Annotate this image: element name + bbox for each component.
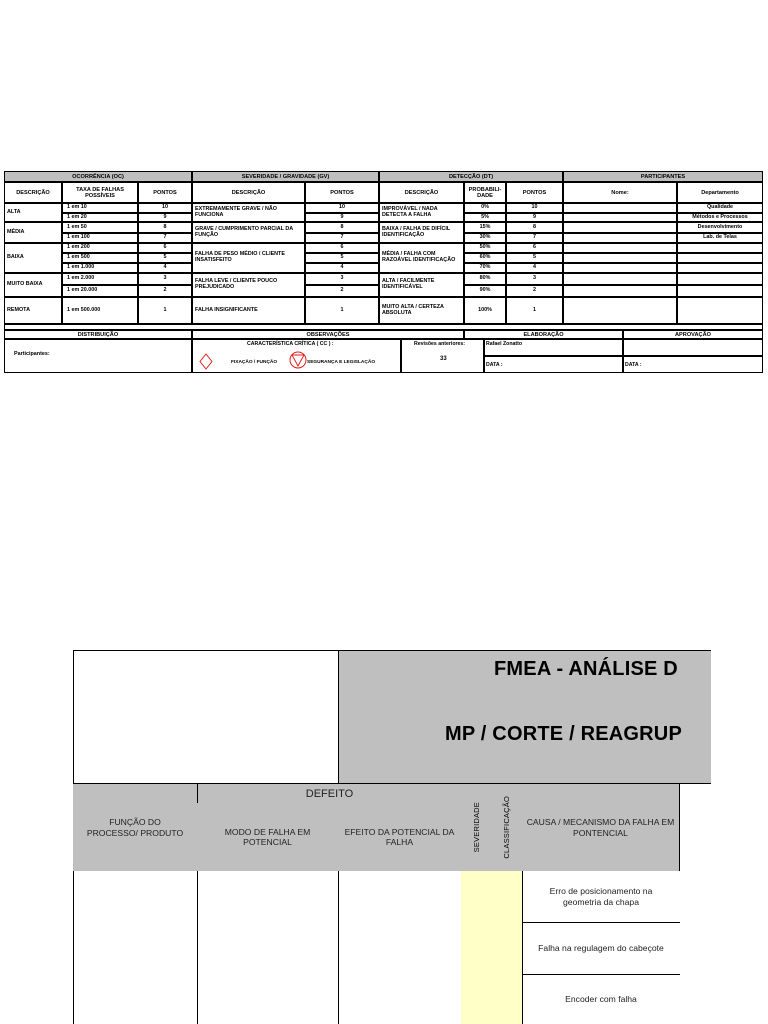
gv-points: 7 (305, 233, 379, 243)
participante-nome-cell (563, 213, 677, 222)
col-causa-header: CAUSA / MECANISMO DA FALHA EM PONTENCIAL (522, 784, 680, 871)
causa-row: Erro de posicionamento na geometria da chapa (522, 871, 680, 923)
participante-departamento: Métodos e Processos (677, 213, 763, 222)
participante-nome-cell (563, 233, 677, 243)
gv-desc: EXTREMAMENTE GRAVE / NÃO FUNCIONA (192, 203, 305, 222)
dt-prob: 50% (464, 243, 506, 253)
dt-prob: 30% (464, 233, 506, 243)
oc-group-baixa: BAIXA (4, 243, 62, 273)
observacoes-header: OBSERVAÇÕES (192, 330, 464, 339)
gv-points: 10 (305, 203, 379, 213)
seguranca-label: SEGURANÇA E LEGISLAÇÃO (307, 360, 376, 365)
elaborador-name: Rafael Zonatto (486, 341, 523, 347)
aprovacao-header: APROVAÇÃO (623, 330, 763, 339)
causa-row: Falha na regulagem do cabeçote (522, 922, 680, 975)
oc-header-pontos: PONTOS (138, 182, 192, 203)
dt-header-descricao: DESCRIÇÃO (379, 182, 464, 203)
dt-points: 8 (506, 222, 563, 233)
defeito-header: DEFEITO (197, 784, 462, 804)
col-severidade-header (461, 784, 492, 871)
efeito-cell (338, 871, 462, 1024)
dt-points: 10 (506, 203, 563, 213)
oc-points: 1 (138, 297, 192, 324)
dt-prob: 60% (464, 253, 506, 263)
oc-group-alta: ALTA (4, 203, 62, 222)
severidade-cell (461, 871, 492, 1024)
participante-departamento: Lab. de Telas (677, 233, 763, 243)
dt-prob: 15% (464, 222, 506, 233)
gv-points: 5 (305, 253, 379, 263)
aprovador-cell (623, 339, 763, 356)
cc-label: CARACTERÍSTICA CRÍTICA ( CC ) : (247, 341, 334, 347)
participantes-title: PARTICIPANTES (563, 171, 763, 182)
gv-points: 8 (305, 222, 379, 233)
dt-points: 7 (506, 233, 563, 243)
participante-nome-cell (563, 203, 677, 213)
dt-points: 3 (506, 273, 563, 285)
distribuicao-box (4, 339, 192, 373)
oc-group-media: MÉDIA (4, 222, 62, 243)
ocorrencia-title: OCORRÊNCIA (OC) (4, 171, 192, 182)
dt-points: 9 (506, 213, 563, 222)
dt-points: 4 (506, 263, 563, 273)
col-efeito-header: EFEITO DA POTENCIAL DA FALHA (338, 803, 462, 871)
fmea-subtitle: MP / CORTE / REAGRUP (445, 723, 682, 745)
fmea-logo-box (73, 650, 339, 784)
col-classificacao-header (491, 784, 523, 871)
dt-desc: BAIXA / FALHA DE DIFÍCIL IDENTIFICAÇÃO (379, 222, 464, 243)
participante-departamento-empty (677, 253, 763, 263)
dt-prob: 5% (464, 213, 506, 222)
participante-nome-cell (563, 285, 677, 297)
elaboracao-data-cell (484, 356, 623, 373)
dt-desc: ALTA / FACILMENTE IDENTIFICÁVEL (379, 273, 464, 297)
gv-points: 6 (305, 243, 379, 253)
oc-rate: 1 em 500.000 (62, 297, 138, 324)
modo-cell (197, 871, 339, 1024)
oc-group-muito-baixa: MUITO BAIXA (4, 273, 62, 297)
dt-prob: 0% (464, 203, 506, 213)
oc-header-taxa: TAXA DE FALHAS POSSÍVEIS (62, 182, 138, 203)
gv-desc: FALHA INSIGNIFICANTE (192, 297, 305, 324)
participante-departamento-empty (677, 297, 763, 324)
oc-rate: 1 em 1.000 (62, 263, 138, 273)
dt-header-pontos: PONTOS (506, 182, 563, 203)
gv-header-descricao: DESCRIÇÃO (192, 182, 305, 203)
dt-points: 2 (506, 285, 563, 297)
cc-box (192, 339, 401, 373)
dt-prob: 100% (464, 297, 506, 324)
elaborador-cell (484, 339, 623, 356)
dt-points: 6 (506, 243, 563, 253)
participante-departamento-empty (677, 243, 763, 253)
aprovacao-data-cell (623, 356, 763, 373)
severidade-title: SEVERIDADE / GRAVIDADE (GV) (192, 171, 379, 182)
dt-prob: 90% (464, 285, 506, 297)
diamond-icon (199, 353, 213, 370)
oc-header-descricao: DESCRIÇÃO (4, 182, 62, 203)
fmea-subtitle-box (338, 687, 711, 784)
dt-header-probabilidade: PROBABILI-DADE (464, 182, 506, 203)
oc-points: 3 (138, 273, 192, 285)
revisoes-value: 33 (440, 356, 447, 362)
participante-departamento: Desenvolvimento (677, 222, 763, 233)
oc-rate: 1 em 20.000 (62, 285, 138, 297)
revisoes-label: Revisões anteriores: (414, 341, 466, 347)
oc-rate: 1 em 100 (62, 233, 138, 243)
oc-points: 2 (138, 285, 192, 297)
participante-nome-cell (563, 297, 677, 324)
participante-departamento-empty (677, 273, 763, 285)
participante-nome-cell (563, 273, 677, 285)
fmea-title: FMEA - ANÁLISE D (494, 658, 678, 680)
dt-desc: MÉDIA / FALHA COM RAZOÁVEL IDENTIFICAÇÃO (379, 243, 464, 273)
participante-departamento-empty (677, 263, 763, 273)
gv-header-pontos: PONTOS (305, 182, 379, 203)
oc-points: 9 (138, 213, 192, 222)
gv-desc: FALHA LEVE / CLIENTE POUCO PREJUDICADO (192, 273, 305, 297)
elaboracao-header: ELABORAÇÃO (464, 330, 623, 339)
oc-points: 10 (138, 203, 192, 213)
causa-row: Encoder com falha (565, 993, 637, 1004)
oc-points: 5 (138, 253, 192, 263)
revisoes-box (401, 339, 484, 373)
oc-group-remota: REMOTA (4, 297, 62, 324)
col-severidade-label: SEVERIDADE (471, 802, 481, 853)
oc-rate: 1 em 2.000 (62, 273, 138, 285)
participantes-header-departamento: Departamento (677, 182, 763, 203)
gv-desc: GRAVE / CUMPRIMENTO PARCIAL DA FUNÇÃO (192, 222, 305, 243)
participante-nome-cell (563, 263, 677, 273)
dt-prob: 80% (464, 273, 506, 285)
aprovacao-data-label: DATA : (625, 362, 642, 368)
oc-points: 8 (138, 222, 192, 233)
elaboracao-data-label: DATA : (486, 362, 503, 368)
col-classificacao-label: CLASSIFICAÇÃO (502, 796, 511, 859)
oc-rate: 1 em 20 (62, 213, 138, 222)
col-modo-header: MODO DE FALHA EM POTENCIAL (197, 803, 339, 871)
gv-points: 1 (305, 297, 379, 324)
distribuicao-header: DISTRIBUIÇÃO (4, 330, 192, 339)
participante-departamento: Qualidade (677, 203, 763, 213)
legend-table (4, 171, 763, 373)
fixacao-label: FIXAÇÃO / FUNÇÃO (231, 360, 278, 365)
dt-points: 5 (506, 253, 563, 263)
fmea-form (73, 650, 768, 1024)
gv-points: 2 (305, 285, 379, 297)
funcao-cell (73, 871, 198, 1024)
gv-points: 4 (305, 263, 379, 273)
gv-points: 9 (305, 213, 379, 222)
oc-points: 6 (138, 243, 192, 253)
oc-rate: 1 em 500 (62, 253, 138, 263)
participante-nome-cell (563, 253, 677, 263)
dt-desc: IMPROVÁVEL / NADA DETECTA A FALHA (379, 203, 464, 222)
deteccao-title: DETECÇÃO (DT) (379, 171, 563, 182)
participante-nome-cell (563, 243, 677, 253)
oc-rate: 1 em 10 (62, 203, 138, 213)
shield-triangle-icon (289, 351, 307, 369)
oc-rate: 1 em 50 (62, 222, 138, 233)
gv-points: 3 (305, 273, 379, 285)
col-funcao-header: FUNÇÃO DO PROCESSO/ PRODUTO (73, 784, 198, 871)
oc-points: 4 (138, 263, 192, 273)
participante-departamento-empty (677, 285, 763, 297)
participantes-label: Participantes: (14, 351, 50, 357)
oc-rate: 1 em 200 (62, 243, 138, 253)
dt-desc: MUITO ALTA / CERTEZA ABSOLUTA (379, 297, 464, 324)
participante-nome-cell (563, 222, 677, 233)
gv-desc: FALHA DE PESO MÉDIO / CLIENTE INSATISFEITO (192, 243, 305, 273)
participantes-header-nome: Nome: (563, 182, 677, 203)
oc-points: 7 (138, 233, 192, 243)
dt-points: 1 (506, 297, 563, 324)
fmea-title-box (338, 650, 711, 688)
classificacao-cell (491, 871, 523, 1024)
dt-prob: 70% (464, 263, 506, 273)
